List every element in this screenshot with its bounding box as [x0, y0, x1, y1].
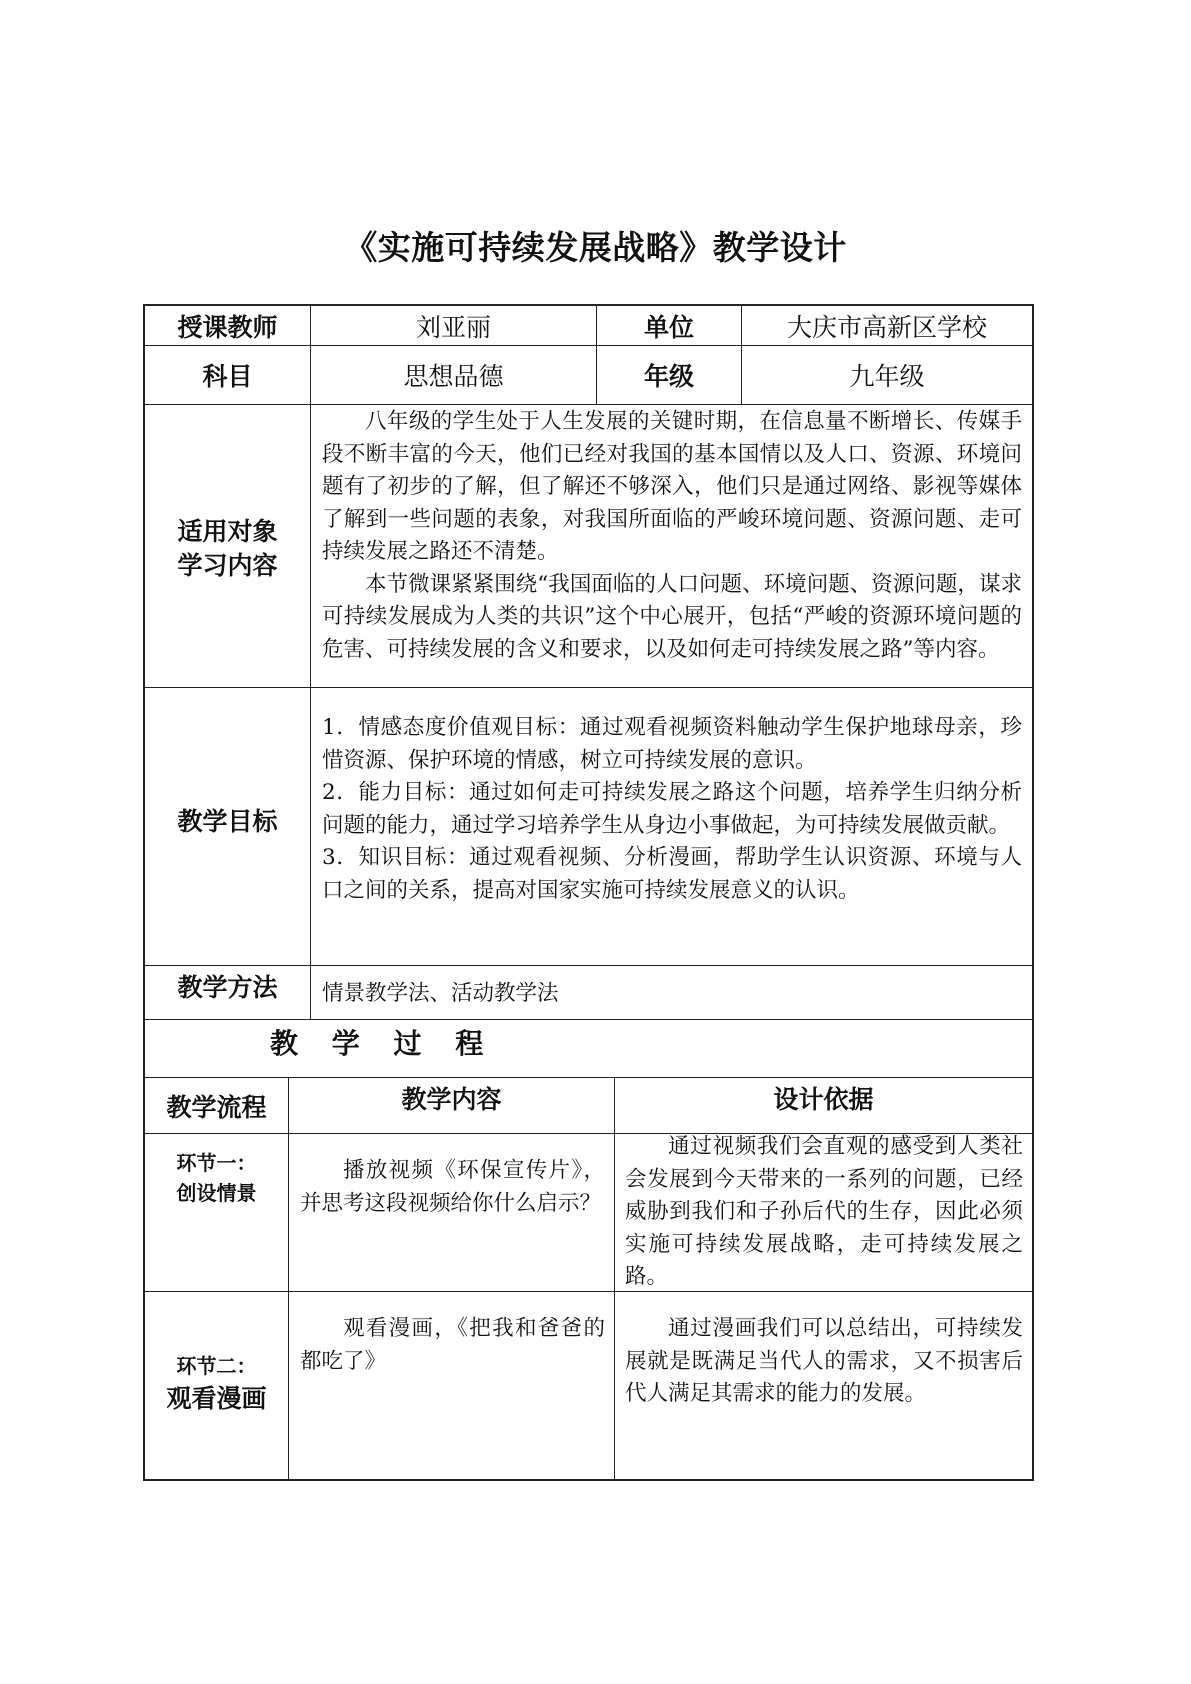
column-header-content: 教学内容	[401, 1085, 502, 1114]
column-header-basis: 设计依据	[773, 1085, 874, 1114]
stage-1-basis: 通过视频我们会直观的感受到人类社会发展到今天带来的一系列的问题，已经威胁到我们和子孙后代的生存，因此必须实施可持续发展战略，走可持续发展之路。	[625, 1134, 1023, 1289]
unit-label: 单位	[643, 312, 694, 342]
stage-2-basis: 通过漫画我们可以总结出，可持续发展就是既满足当代人的需求，又不损害后代人满足其需求的能力的发展。	[625, 1316, 1023, 1406]
subject-label: 科目	[202, 362, 253, 391]
stage-2-number: 环节二：	[176, 1354, 257, 1378]
audience-label-line1: 适用对象	[177, 517, 278, 546]
stage-1-content: 播放视频《环保宣传片》，并思考这段视频给你什么启示？	[300, 1158, 605, 1216]
objectives-list	[322, 712, 1022, 907]
stage-1-name: 创设情景	[176, 1181, 257, 1205]
audience-label-line2: 学习内容	[177, 551, 278, 580]
methods-value: 情景教学法、活动教学法	[322, 981, 559, 1006]
document-title: 《实施可持续发展战略》教学设计	[344, 228, 847, 267]
column-header-flow: 教学流程	[166, 1092, 267, 1122]
stage-2-content: 观看漫画，《把我和爸爸的都吃了》	[300, 1316, 605, 1374]
methods-label: 教学方法	[177, 973, 278, 1002]
teacher-name: 刘亚丽	[415, 312, 491, 342]
objectives-label: 教学目标	[177, 807, 278, 836]
unit-name: 大庆市高新区学校	[786, 312, 987, 342]
process-heading: 教 学 过 程	[270, 1027, 496, 1060]
audience-content	[322, 406, 1022, 666]
grade-name: 九年级	[849, 362, 925, 391]
stage-1-number: 环节一：	[176, 1151, 257, 1175]
stage-1-label	[145, 1148, 288, 1208]
teacher-label: 授课教师	[177, 312, 278, 342]
objective-item: 3．知识目标：通过观看视频、分析漫画，帮助学生认识资源、环境与人口之间的关系，提高对国家实施可持续发展意义的认识。	[322, 845, 1022, 903]
audience-label	[145, 515, 310, 583]
objective-item: 1．情感态度价值观目标：通过观看视频资料触动学生保护地球母亲，珍惜资源、保护环境的情感，树立可持续发展的意识。	[322, 715, 1022, 773]
audience-paragraph-2: 本节微课紧紧围绕“我国面临的人口问题、环境问题、资源问题，谋求可持续发展成为人类的共识”这个中心展开，包括“严峻的资源环境问题的危害、可持续发展的含义和要求，以及如何走可持续发展之路”等内容。	[322, 571, 1022, 662]
objective-item: 2．能力目标：通过如何走可持续发展之路这个问题，培养学生归纳分析问题的能力，通过学习培养学生从身边小事做起，为可持续发展做贡献。	[322, 780, 1022, 838]
grade-label: 年级	[643, 362, 694, 391]
subject-name: 思想品德	[403, 362, 504, 391]
stage-2-name: 观看漫画	[166, 1384, 267, 1413]
audience-paragraph-1: 八年级的学生处于人生发展的关键时期，在信息量不断增长、传媒手段不断丰富的今天，他们已经对我国的基本国情以及人口、资源、环境问题有了初步的了解，但了解还不够深入，他们只是通过网络、影视等媒体了解到一些问题的表象，对我国所面临的严峻环境问题、资源问题、走可持续发展之路还不清楚。	[322, 409, 1022, 564]
stage-2-label	[145, 1350, 288, 1415]
